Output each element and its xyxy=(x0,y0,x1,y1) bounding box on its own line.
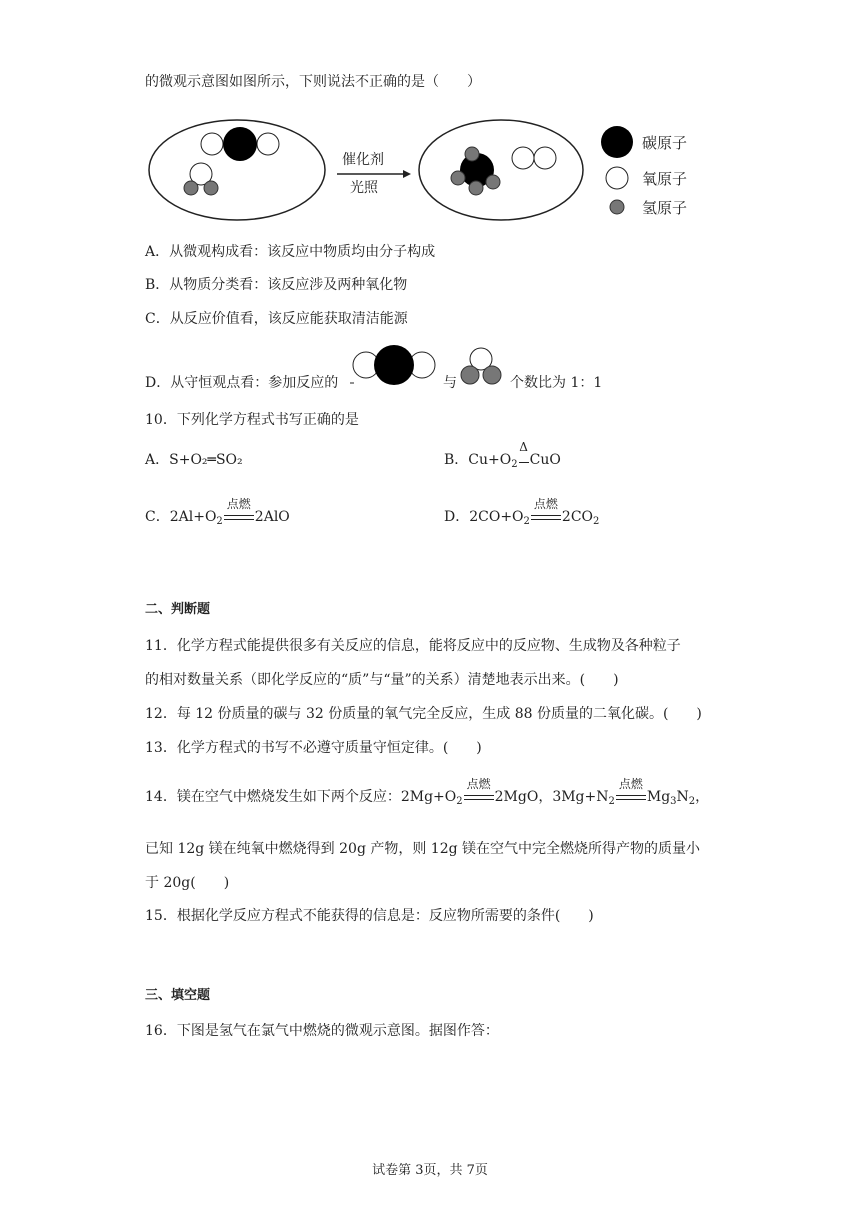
q9-option-d-prefix: D．从守恒观点看：参加反应的 xyxy=(145,375,339,391)
q10-option-a xyxy=(145,450,243,470)
q14-line3: 于 20g( ) xyxy=(145,875,230,891)
q11-line2: 的相对数量关系（即化学反应的“质”与“量”的关系）清楚地表示出来。( ) xyxy=(145,672,619,688)
q14-separator: ， xyxy=(538,789,553,805)
q12: 12．每 12 份质量的碳与 32 份质量的氧气完全反应，生成 88 份质量的二氧化碳。( ) xyxy=(145,706,702,722)
q9-option-d-suffix: 个数比为 1：1 xyxy=(510,375,603,391)
q14-line1 xyxy=(145,777,710,812)
q16: 16．下图是氢气在氯气中燃烧的微观示意图。据图作答： xyxy=(145,1023,499,1039)
q10-option-d-right-sub: 2 xyxy=(593,516,600,527)
q10-option-a-equation: S+O₂═SO₂ xyxy=(169,452,243,468)
q10-option-d-condition xyxy=(530,497,562,532)
arrow-condition-bottom: 光照 xyxy=(350,180,378,196)
q10-option-b-sub: 2 xyxy=(511,459,518,470)
q10-option-c-label: C． xyxy=(145,509,170,525)
q15: 15．根据化学反应方程式不能获得的信息是：反应物所需要的条件( ) xyxy=(145,908,594,924)
q10-option-c xyxy=(145,497,290,532)
q14-eq1-right: 2MgO xyxy=(494,789,539,805)
q10-option-b xyxy=(444,440,561,475)
arrow-condition-top: 催化剂 xyxy=(342,152,384,168)
legend-carbon-atom xyxy=(601,126,633,158)
q14-end: ， xyxy=(695,789,710,805)
q10-option-d-right: 2CO xyxy=(561,509,594,525)
q9-stem: 的微观示意图如图所示，下则说法不正确的是（ ） xyxy=(145,74,481,90)
q10-stem: 10．下列化学方程式书写正确的是 xyxy=(145,412,359,428)
legend-hydrogen-label: 氢原子 xyxy=(642,199,688,217)
q14-prefix: 14．镁在空气中燃烧发生如下两个反应： xyxy=(145,789,401,805)
q11-line1: 11．化学方程式能提供很多有关反应的信息，能将反应中的反应物、生成物及各种粒子 xyxy=(145,638,681,654)
co2-molecule xyxy=(201,127,279,161)
h2o-molecule xyxy=(184,163,218,195)
q10-option-c-right: 2AlO xyxy=(254,509,290,525)
q14-eq2-cond-text: 点燃 xyxy=(618,777,643,791)
q10-option-c-condition xyxy=(223,497,255,532)
q10-option-b-left: Cu+O xyxy=(468,452,512,468)
q10-option-d-left: 2CO+O xyxy=(469,509,524,525)
legend-hydrogen-atom xyxy=(610,200,624,214)
reaction-figure xyxy=(145,118,705,228)
q14-eq2-condition xyxy=(615,777,647,812)
q10-option-b-label: B． xyxy=(444,452,469,468)
q14-eq2-right-a: Mg xyxy=(646,789,671,805)
q9-option-d-mid: 与 xyxy=(443,375,457,391)
q9-option-b: B．从物质分类看：该反应涉及两种氧化物 xyxy=(145,277,408,293)
q13: 13．化学方程式的书写不必遵守质量守恒定律。( ) xyxy=(145,740,482,756)
q14-eq2-left: 3Mg+N xyxy=(552,789,609,805)
legend-oxygen-atom xyxy=(606,167,628,189)
legend-oxygen-label: 氧原子 xyxy=(642,170,688,188)
page-footer: 试卷第 3页，共 7页 xyxy=(372,1163,488,1178)
ch4-molecule xyxy=(451,147,500,195)
q9-option-c: C．从反应价值看，该反应能获取清洁能源 xyxy=(145,311,408,327)
q10-option-b-condition xyxy=(518,440,530,475)
q10-option-d xyxy=(444,497,600,532)
q14-eq1-condition xyxy=(463,777,495,812)
section3-title: 三、填空题 xyxy=(145,988,211,1003)
o2-molecule xyxy=(512,147,556,169)
q9-option-d-co2-molecule xyxy=(350,345,440,385)
product-ellipse xyxy=(419,120,583,220)
q14-eq1-left: 2Mg+O xyxy=(400,789,457,805)
q14-line2: 已知 12g 镁在纯氧中燃烧得到 20g 产物，则 12g 镁在空气中完全燃烧所得产物的质量小 xyxy=(145,841,701,857)
section2-title: 二、判断题 xyxy=(145,602,211,617)
q14-eq2-right-sub2: 2 xyxy=(688,796,696,807)
q10-option-d-cond-text: 点燃 xyxy=(533,497,558,511)
q10-option-d-label: D． xyxy=(444,509,470,525)
q10-option-d-sub: 2 xyxy=(523,516,530,527)
q10-option-c-sub: 2 xyxy=(216,516,223,527)
legend-carbon-label: 碳原子 xyxy=(642,134,688,152)
q9-option-a: A．从微观构成看：该反应中物质均由分子构成 xyxy=(145,244,436,260)
q9-option-d-h2o-molecule xyxy=(460,347,506,387)
q14-eq1-sub: 2 xyxy=(456,796,463,807)
q14-eq2-sub: 2 xyxy=(608,796,615,807)
q10-option-c-left: 2Al+O xyxy=(169,509,217,525)
q14-eq2-right-sub1: 3 xyxy=(670,796,677,807)
q10-option-b-cond-text: Δ xyxy=(519,440,528,454)
q14-eq1-cond-text: 点燃 xyxy=(466,777,491,791)
q10-option-b-right: CuO xyxy=(529,452,561,468)
q10-option-c-cond-text: 点燃 xyxy=(226,497,251,511)
q14-eq2-right-b: N xyxy=(676,789,689,805)
q10-option-a-label: A． xyxy=(145,452,170,468)
